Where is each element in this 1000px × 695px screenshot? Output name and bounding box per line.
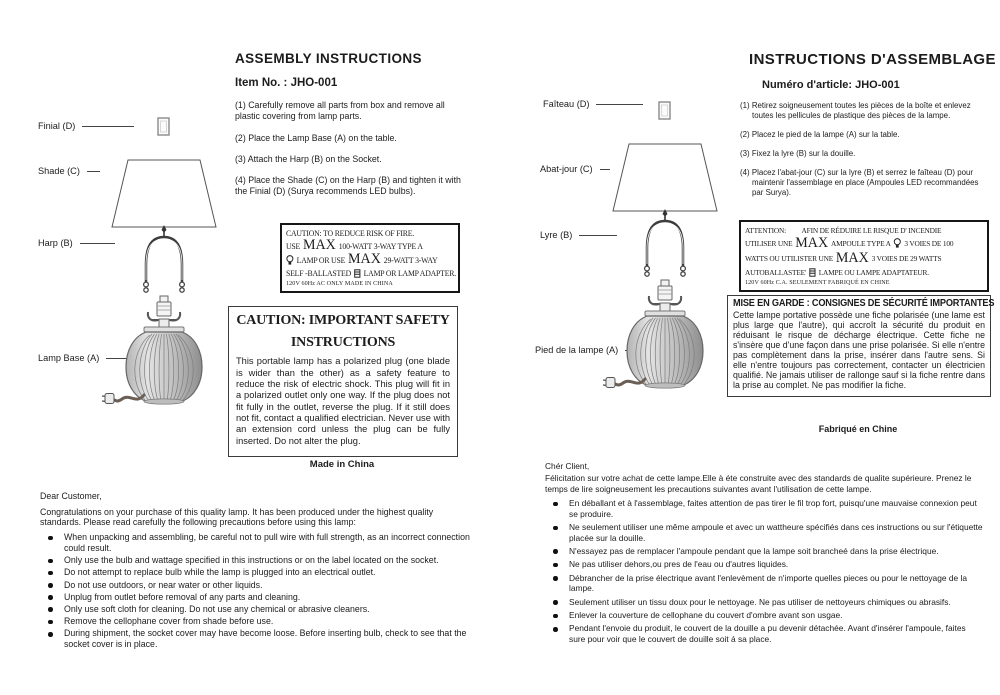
assembly-step: (2) Placez le pied de la lampe (A) sur la table. [740, 130, 900, 140]
precaution-item: Do not use outdoors, or near water or other liquids. [40, 580, 472, 591]
faiteau-label: Faîteau (D) [543, 99, 643, 109]
assembly-step: (4) Place the Shade (C) on the Harp (B) and tighten it with the Finial (D) (Surya recommends LED bulbs). [235, 175, 461, 197]
en-title: ASSEMBLY INSTRUCTIONS [235, 51, 422, 66]
cfl-icon [354, 269, 361, 278]
fr-title: INSTRUCTIONS D'ASSEMBLAGE [749, 51, 996, 68]
caution-title-line2: INSTRUCTIONS [290, 334, 396, 350]
precaution-item: Only use the bulb and wattage specified in this instructions or on the label located on the socket. [40, 555, 472, 566]
assembly-step: (4) Placez l'abat-jour (C) sur la lyre (B) et serrez le faîteau (D) pour maintenir l'assemblage en place (Ampoules LED recommandées par Surya). [740, 167, 979, 198]
lamp-base-label: Lamp Base (A) [38, 353, 128, 363]
warning-text: LAMPE OU LAMPE ADAPTATEUR. [818, 267, 929, 277]
en-item-number: Item No. : JHO-001 [235, 77, 338, 89]
assembly-step: (2) Place the Lamp Base (A) on the table. [235, 132, 397, 143]
precaution-item: En déballant et à l'assemblage, faites attention de pas tirer le fil trop fort, puisqu'une mauvaise connexion peut se produire. [545, 498, 983, 519]
bulb-icon [286, 255, 294, 266]
precaution-item: Only use soft cloth for cleaning. Do not use any chemical or abrasive cleaners. [40, 604, 472, 615]
precaution-item: Ne seulement utiliser une même ampoule et avec un wattheure spécifiés dans ces instructions ou sur l'étiquette placée sur la douille. [545, 522, 983, 543]
precaution-item: Débrancher de la prise électrique avant l'enlevèment de n'importe quelles pieces ou pour le nettoyage de la lampe. [545, 573, 983, 594]
warning-text: AFIN DE RÉDUIRE LE RISQUE D' INCENDIE [801, 225, 942, 235]
precaution-item: N'essayez pas de remplacer l'ampoule pendant que la lampe soit brancheé dans la prise électrique. [545, 546, 983, 556]
precaution-item: Enlever la couverture de cellophane du couvert d'ombre avant son usgae. [545, 610, 983, 620]
caution-title [236, 310, 450, 353]
warning-text: 29-WATT 3-WAY [383, 255, 438, 265]
en-wattage-warning-box [280, 223, 460, 293]
warning-line: CAUTION: TO REDUCE RISK OF FIRE. [286, 228, 415, 238]
precaution-item: During shipment, the socket cover may have become loose. Before inserting bulb, check to see that the socket cover is in place. [40, 628, 472, 649]
bulb-icon [894, 238, 902, 249]
mise-body: Cette lampe portative possède une fiche polarisée (une lame est plus large que l'autre), qui accroît la sécurité du produit en réduisant le risque de décharge électrique. Cette fiche ne s'insère que d'une façon dans une prise polarisée. Si elle n'entre pas complètement dans la prise, insérer dans l'autre sens. Si elle n'entre toujours pas correctement, contacter un électricien qualifié. Ne jamais utiliser de rallonge sauf si la fiche rentre dans la prise au complet. Ne pas modifier la fiche. [733, 310, 985, 391]
cfl-icon [809, 268, 816, 277]
precaution-item: Seulement utiliser un tissu doux pour le nettoyage. Ne pas utiliser de nettoyeurs chimiques ou abrasifs. [545, 597, 983, 607]
fr-wattage-warning-box [739, 220, 989, 292]
intro: Congratulations on your purchase of this quality lamp. It has been produced under the highest quality standards. Please read carefully the following precautions before using this lamp: [40, 506, 434, 528]
assembly-step: (1) Retirez soigneusement toutes les pièces de la boîte et enlevez toutes les pellicules de plastique des pièces de la lampe. [740, 101, 971, 121]
en-made-in: Made in China [309, 459, 375, 470]
en-precaution-list [40, 532, 472, 650]
lamp-diagram-fr [597, 96, 729, 396]
abat-jour-label: Abat-jour (C) [540, 164, 610, 174]
warning-text: 3 VOIES DE 100 [904, 239, 954, 248]
warning-text: LAMP OR USE [296, 255, 346, 265]
warning-text: 100-WATT 3-WAY TYPE A [338, 241, 423, 251]
warning-footnote: 120V 60Hz AC ONLY MADE IN CHINA [286, 280, 393, 287]
precaution-item: Ne pas utiliser dehors,ou pres de l'eau ou d'autres liquides. [545, 559, 983, 569]
assembly-step: (3) Attach the Harp (B) on the Socket. [235, 153, 382, 164]
precaution-item: Remove the cellophane cover from shade before use. [40, 616, 472, 627]
lyre-label: Lyre (B) [540, 230, 617, 240]
warning-text: AUTOBALLASTEE' [745, 267, 807, 277]
en-customer-section [40, 491, 472, 651]
assembly-step: (3) Fixez la lyre (B) sur la douille. [740, 148, 856, 158]
shade-label: Shade (C) [38, 166, 100, 176]
warning-text: ATTENTION: [745, 225, 787, 235]
caution-title-line1: CAUTION: IMPORTANT SAFETY [236, 313, 450, 328]
warning-text: USE [286, 241, 301, 251]
greeting: Dear Customer, [40, 491, 102, 501]
fr-safety-caution-box [727, 295, 995, 397]
max-text: MAX [795, 234, 829, 251]
warning-text: 3 VOIES DE 29 WATTS [871, 254, 942, 263]
max-text: MAX [348, 251, 381, 268]
fr-made-in: Fabriqué en Chine [818, 424, 898, 434]
warning-footnote: 120V 60Hz C.A. SEULEMENT FABRIQUÉ EN CHINE [745, 279, 890, 286]
en-safety-caution-box [228, 306, 458, 457]
harp-label: Harp (B) [38, 238, 115, 248]
assembly-step: (1) Carefully remove all parts from box and remove all plastic covering from lamp parts. [235, 100, 445, 122]
precaution-item: Pendant l'envoie du produit, le couvert de la douille a pu devenir détachée. Avant d'insérer l'ampoule, faites sure pour voir que le couvert de douille soit á sa place. [545, 623, 983, 644]
intro: Félicitation sur votre achat de cette lampe.Elle à éte construite avec des standards de qualite supérieure. Prenez le temps de lire soigneusement les precautions suivantes avant l'utilisation de cette lampe. [545, 473, 972, 494]
warning-text: WATTS OU UTILISTER UNE [745, 254, 834, 263]
precaution-item: Do not attempt to replace bulb while the lamp is plugged into an electrical outlet. [40, 567, 472, 578]
warning-text: SELF -BALLASTED [286, 268, 352, 278]
max-text: MAX [835, 249, 869, 266]
precaution-item: When unpacking and assembling, be careful not to pull wire with full strength, as an incorrect connection could result. [40, 532, 472, 553]
fr-item-number: Numéro d'article: JHO-001 [762, 79, 900, 91]
warning-text: UTILISER UNE [745, 239, 793, 248]
precaution-item: Unplug from outlet before removal of any parts and cleaning. [40, 592, 472, 603]
fr-assembly-steps [740, 101, 992, 207]
fr-customer-section [545, 461, 983, 647]
mise-title: MISE EN GARDE : CONSIGNES DE SÉCURITÉ IMPORTANTES [733, 298, 995, 309]
lamp-diagram-en [96, 112, 228, 412]
finial-label: Finial (D) [38, 121, 134, 131]
pied-label: Pied de la lampe (A) [535, 345, 633, 355]
max-text: MAX [302, 237, 336, 254]
warning-text: AMPOULE TYPE A [831, 239, 891, 248]
greeting: Chér Client, [545, 461, 590, 471]
caution-body: This portable lamp has a polarized plug (one blade is wider than the other) as a safety feature to reduce the risk of electric shock. This plug will fit in a polarized outlet only one way. If the plug does not fit fully in the outlet, reverse the plug. If it still does not fit, contact a qualified electrician. Never use with an extension cord unless the plug can be fully inserted. Do not alter the plug. [236, 356, 450, 446]
en-assembly-steps [235, 100, 465, 208]
warning-text: LAMP OR LAMP ADAPTER. [363, 268, 456, 278]
fr-precaution-list [545, 498, 983, 644]
